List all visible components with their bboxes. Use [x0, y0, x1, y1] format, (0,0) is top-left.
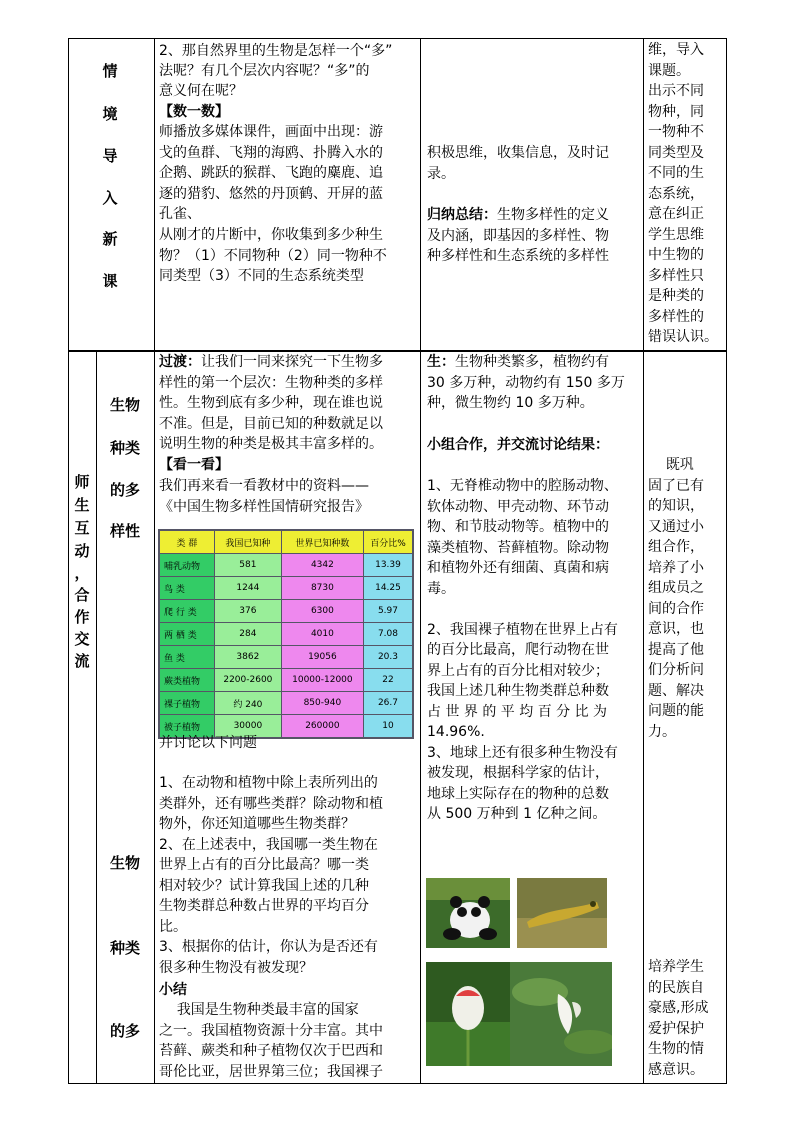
label-char: 课 [102, 272, 118, 290]
table-cell: 260000 [281, 715, 363, 739]
table-cell: 约 240 [214, 692, 281, 715]
table-cell: 22 [363, 669, 413, 692]
label-char: 入 [102, 189, 118, 207]
purpose-text-2: 既巩 固了已有 的知识， 又通过小 组合作， 培养了小 组成员之 间的合作 意识，也 提高了他 们分析问 题、解决 问题的能 力。 [648, 457, 704, 740]
table-header-cell: 类 群 [159, 530, 214, 554]
table-cell: 5.97 [363, 600, 413, 623]
table-cell: 30000 [214, 715, 281, 739]
table-cell: 10 [363, 715, 413, 739]
intro-line2: 法呢？有几个层次内容呢？“多”的 [159, 63, 370, 79]
outer-label-char: ， [74, 564, 90, 582]
table-cell: 爬 行 类 [159, 600, 214, 623]
transition-label: 过渡： [159, 354, 201, 370]
after-table-text: 并讨论以下问题 [159, 735, 257, 751]
table-cell: 20.3 [363, 646, 413, 669]
table-row [159, 692, 413, 715]
group-label: 小组合作，并交流讨论结果： [427, 437, 609, 453]
outer-label-char: 互 [74, 519, 90, 537]
label-char: 导 [102, 147, 118, 165]
sub-label-bottom: 种类 [109, 939, 140, 957]
table-cell: 两 栖 类 [159, 623, 214, 646]
purpose-text-3: 培养学生 的民族自 豪感,形成 爱护保护 生物的情 感意识。 [648, 959, 709, 1078]
table-header-cell: 百分比% [363, 530, 413, 554]
outer-label-char: 合 [74, 586, 90, 604]
summary-label: 归纳总结： [427, 207, 497, 223]
answer-body: 生物种类繁多，植物约有 30 多万种，动物约有 150 多万 种，微生物约 10 多万种。 [427, 354, 625, 411]
table-cell: 蕨类植物 [159, 669, 214, 692]
intro-line1: 2、那自然界里的生物是怎样一个“多” [159, 43, 393, 59]
table-row [159, 669, 413, 692]
species-table [158, 529, 414, 739]
panda-photo [426, 878, 510, 948]
frame-right [726, 38, 727, 1084]
table-cell: 13.39 [363, 554, 413, 577]
student-activity: 积极思维，收集信息，及时记 录。 [427, 145, 609, 182]
outer-label-char: 作 [74, 608, 90, 626]
table-header-cell: 我国已知种 [214, 530, 281, 554]
table-cell: 6300 [281, 600, 363, 623]
transition-text [159, 352, 383, 455]
frame-left [68, 38, 69, 1084]
sub-label-bottom: 生物 [109, 854, 140, 872]
col-divider-1 [154, 38, 155, 1084]
table-cell: 鸟 类 [159, 577, 214, 600]
table-row [159, 577, 413, 600]
table-cell: 10000-12000 [281, 669, 363, 692]
col-divider-2 [420, 38, 421, 1084]
table-cell: 7.08 [363, 623, 413, 646]
intro-line3: 意义何在呢？ [159, 83, 243, 99]
table-cell: 3862 [214, 646, 281, 669]
table-header-row [159, 530, 413, 554]
flower-photo [510, 962, 612, 1066]
table-cell: 19056 [281, 646, 363, 669]
purpose-text-1: 维，导入 课题。 出示不同 物种，同 一物种不 同类型及 不同的生 态系统， 意在纠正 学生思维 中生物的 多样性只 是种类的 多样性的 错误认识。 [648, 42, 718, 345]
discussion-questions: 1、在动物和植物中除上表所列出的 类群外，还有哪些类群？除动物和植 物外，你还知道哪些生物类群？ 2、在上述表中，我国哪一类生物在 世界上占有的百分比最高？哪一类 相对较少？试计算我国上述的几种 生物类群总种数占世界的平均百分 比。 3、根据你的估计，你认为是否还有 很多种生物没有被发现？ [159, 775, 383, 976]
label-char: 境 [102, 105, 118, 123]
table-row [159, 623, 413, 646]
col-divider-3 [643, 38, 644, 1084]
frame-bottom [68, 1083, 727, 1084]
table-cell: 8730 [281, 577, 363, 600]
table-header-cell: 世界已知种数 [281, 530, 363, 554]
sub-col-divider [96, 350, 97, 1084]
lizard-photo [517, 878, 607, 948]
table-cell: 376 [214, 600, 281, 623]
group-points: 1、无脊椎动物中的腔肠动物、 软体动物、甲壳动物、环节动 物、和节肢动物等。植物中的 藻类植物、苔藓植物。除动物 和植物外还有细菌、真菌和病 毒。 2、我国裸子植物在世界上占有 的百分比最高，爬行动物在世 界上占有的百分比相对较少； 我国上述几种生物类群总种数 占 世 界 的 平 均 百 分 比 为 14.96%. 3、地球上还有很多种生物没有 被发现，根据科学家的估计， 地球上实际存在的物种的总数 从 500 万种到 1 亿种之间。 [427, 478, 618, 822]
sub-label-top: 生物 [109, 396, 140, 414]
table-cell: 1244 [214, 577, 281, 600]
count-paragraph: 师播放多媒体课件，画面中出现：游 戈的鱼群、飞翔的海鸥、扑腾入水的 企鹅、跳跃的猴群、飞跑的麋鹿、追 逐的猎豹、悠然的丹顶鹤、开屏的蓝 孔雀、 [159, 124, 383, 222]
table-cell: 14.25 [363, 577, 413, 600]
table-cell: 581 [214, 554, 281, 577]
count-heading: 【数一数】 [159, 104, 229, 120]
outer-label-char: 交 [74, 630, 90, 648]
table-cell: 鱼 类 [159, 646, 214, 669]
outer-label-char: 动 [74, 542, 90, 560]
table-cell: 裸子植物 [159, 692, 214, 715]
summary-heading: 小结 [159, 982, 187, 998]
table-cell: 2200-2600 [214, 669, 281, 692]
summary-body: 我国是生物种类最丰富的国家 之一。我国植物资源十分丰富。其中 苔藓、蕨类和种子植物仅次于巴西和 哥伦比亚，居世界第三位；我国裸子 [159, 1002, 383, 1080]
outer-label-char: 生 [74, 496, 90, 514]
outer-label-char: 师 [74, 473, 90, 491]
table-cell: 850-940 [281, 692, 363, 715]
table-cell: 哺乳动物 [159, 554, 214, 577]
transition-body: 让我们一同来探究一下生物多 样性的第一个层次：生物种类的多样 性。生物到底有多少种，现在谁也说 不准。但是，目前已知的种数就足以 说明生物的种类是极其丰富多样的。 [159, 354, 383, 452]
table-row [159, 554, 413, 577]
label-char: 情 [102, 62, 118, 80]
label-char: 新 [102, 230, 118, 248]
table-cell: 284 [214, 623, 281, 646]
table-cell: 被子植物 [159, 715, 214, 739]
outer-label-char: 流 [74, 652, 90, 670]
table-cell: 4342 [281, 554, 363, 577]
count-question: 从刚才的片断中，你收集到多少种生 物？（1）不同物种（2）同一物种不 同类型（3）不同的生态系统类型 [159, 227, 387, 284]
plant-photo [426, 962, 510, 1066]
sub-label-bottom: 的多 [109, 1022, 140, 1040]
table-cell: 26.7 [363, 692, 413, 715]
look-text: 我们再来看一看教材中的资料—— 《中国生物多样性国情研究报告》 [159, 478, 369, 515]
sub-label-top: 样性 [109, 522, 140, 540]
student-summary [427, 205, 609, 267]
sub-label-top: 种类 [109, 439, 140, 457]
sub-label-top: 的多 [109, 481, 140, 499]
table-cell: 4010 [281, 623, 363, 646]
table-row [159, 600, 413, 623]
answer-label: 生： [427, 354, 455, 370]
student-answer [427, 352, 625, 414]
frame-top [68, 38, 727, 39]
look-heading: 【看一看】 [159, 457, 229, 473]
summary-text: 生物多样性的定义 及内涵，即基因的多样性、物 种多样性和生态系统的多样性 [427, 207, 609, 264]
table-row [159, 646, 413, 669]
